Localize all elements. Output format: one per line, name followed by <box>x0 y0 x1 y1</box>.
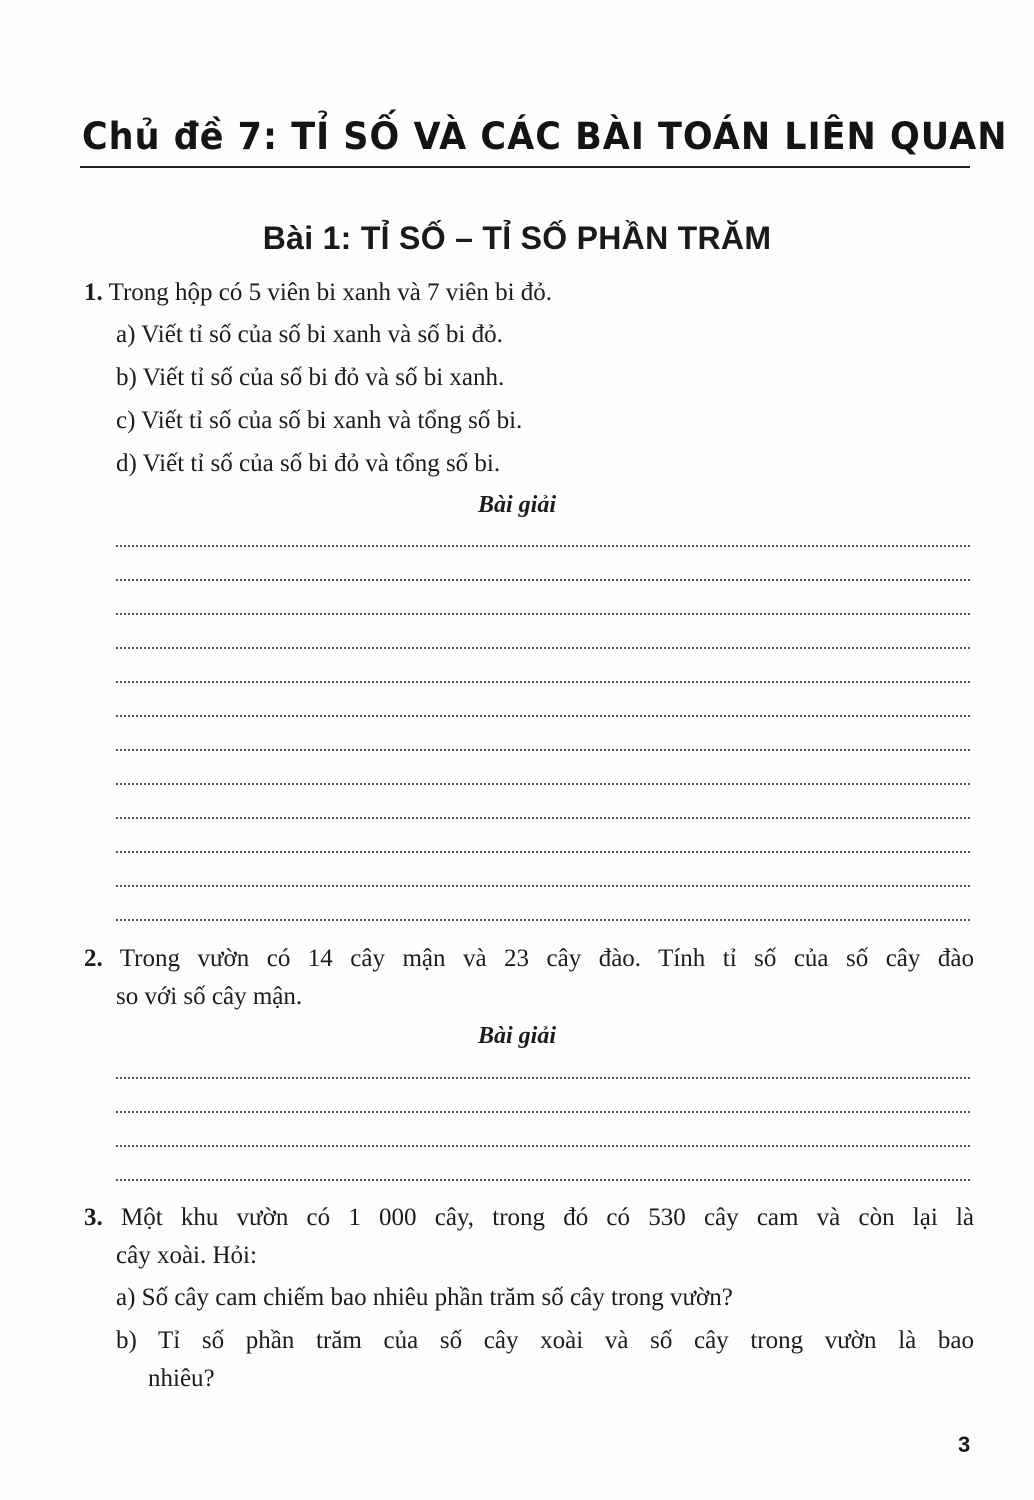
problem-2-text-line2: so với số cây mận. <box>116 983 303 1010</box>
chapter-title: Chủ đề 7: TỈ SỐ VÀ CÁC BÀI TOÁN LIÊN QUAN <box>82 116 1008 159</box>
problem-2-solution-label: Bài giải <box>477 1023 556 1049</box>
problem-3-part-b: b) Tỉ số phần trăm của số cây xoài và số cây trong vườn là bao <box>116 1327 974 1354</box>
answer-line <box>116 1077 970 1079</box>
problem-3-number: 3. <box>84 1204 103 1231</box>
answer-line <box>116 613 970 615</box>
problem-1-part-d: d) Viết tỉ số của số bi đỏ và tổng số bi. <box>116 450 501 477</box>
page-number: 3 <box>958 1432 971 1457</box>
problem-1-part-a: a) Viết tỉ số của số bi xanh và số bi đỏ. <box>116 321 503 348</box>
answer-line <box>116 817 970 819</box>
problem-2-statement <box>84 944 974 974</box>
answer-line <box>116 1145 970 1147</box>
lesson-title: Bài 1: TỈ SỐ – TỈ SỐ PHẦN TRĂM <box>262 220 772 256</box>
answer-line <box>116 545 970 547</box>
answer-line <box>116 783 970 785</box>
problem-3-part-b-continued: nhiêu? <box>148 1365 215 1392</box>
problem-3-part-a: a) Số cây cam chiếm bao nhiêu phần trăm số cây trong vườn? <box>116 1284 733 1311</box>
problem-3-text-line2: cây xoài. Hỏi: <box>116 1242 257 1269</box>
problem-2-number: 2. <box>84 945 103 972</box>
answer-line <box>116 579 970 581</box>
problem-1-part-b: b) Viết tỉ số của số bi đỏ và số bi xanh. <box>116 364 505 391</box>
problem-1-text: Trong hộp có 5 viên bi xanh và 7 viên bi đỏ. <box>108 279 553 306</box>
problem-1-solution-label: Bài giải <box>477 492 556 518</box>
answer-line <box>116 1111 970 1113</box>
answer-line <box>116 647 970 649</box>
answer-line <box>116 749 970 751</box>
problem-2-text-line1: Trong vườn có 14 cây mận và 23 cây đào. Tính tỉ số của số cây đào <box>119 945 974 972</box>
answer-line <box>116 715 970 717</box>
problem-1-statement <box>84 278 552 308</box>
problem-3-text-line1: Một khu vườn có 1 000 cây, trong đó có 530 cây cam và còn lại là <box>120 1204 975 1231</box>
answer-line <box>116 885 970 887</box>
problem-3-statement <box>84 1203 974 1233</box>
chapter-header <box>80 112 1008 168</box>
problem-1-part-c: c) Viết tỉ số của số bi xanh và tổng số bi. <box>116 407 523 434</box>
answer-line <box>116 681 970 683</box>
answer-line <box>116 1179 970 1181</box>
answer-line <box>116 851 970 853</box>
answer-line <box>116 919 970 921</box>
problem-1-number: 1. <box>84 279 103 306</box>
